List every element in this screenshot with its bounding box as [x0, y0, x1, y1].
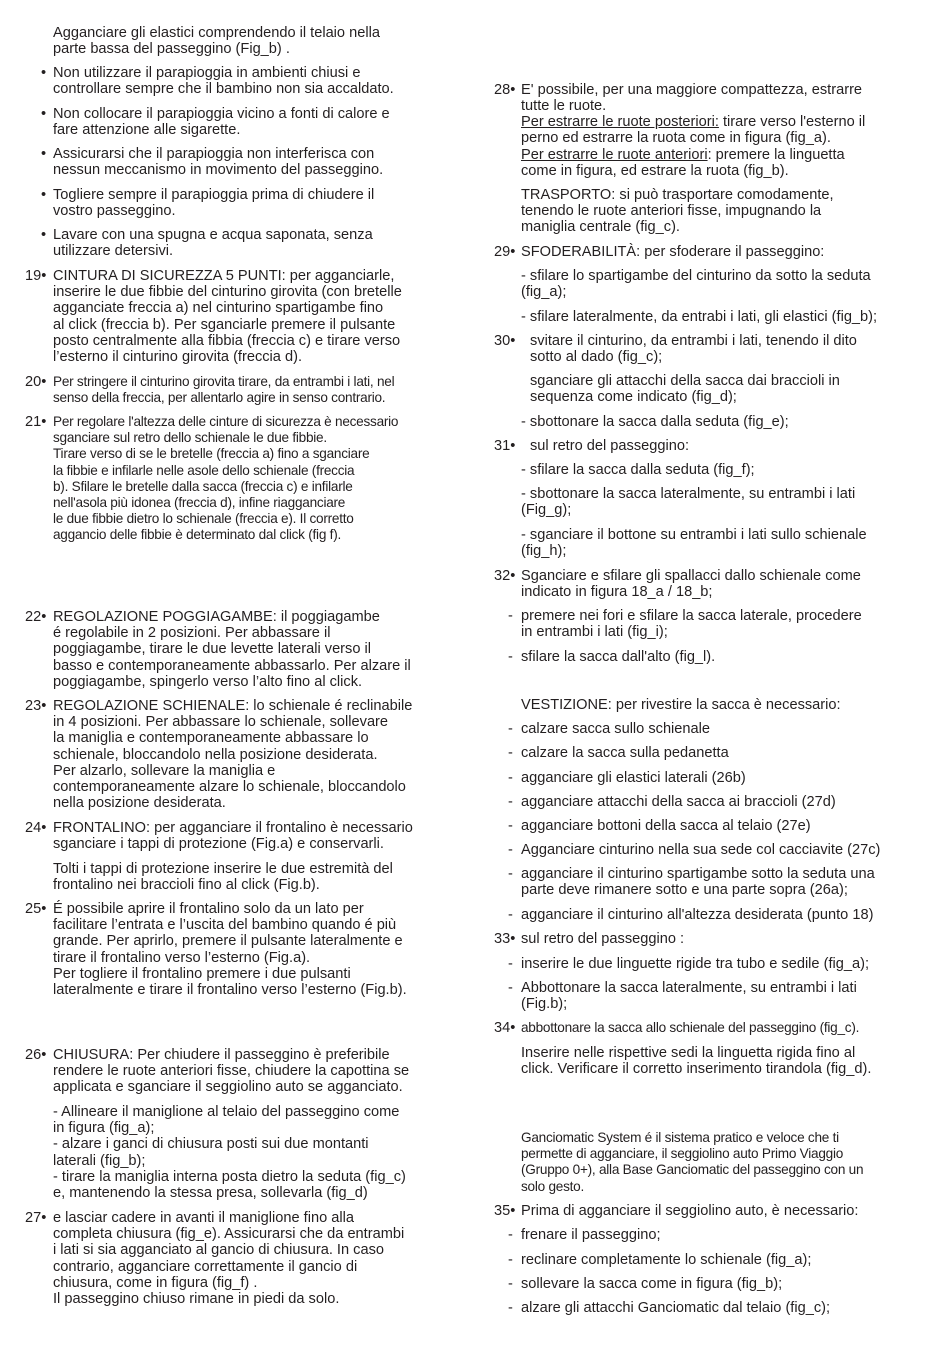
paragraph-text: Togliere sempre il parapioggia prima di chiudere il vostro passeggino.: [53, 187, 375, 220]
paragraph-text: reclinare completamente lo schienale (fig_a);: [521, 1252, 812, 1268]
item-marker: •: [41, 106, 47, 122]
underlined-heading: Per estrarre le ruote anteriori: [521, 147, 708, 163]
item-marker: -: [508, 794, 513, 810]
instruction-paragraph: [521, 866, 935, 898]
item-marker: -: [508, 608, 513, 624]
instruction-paragraph: [521, 842, 935, 858]
paragraph-text: svitare il cinturino, da entrambi i lati, tenendo il dito sotto al dado (fig_c);: [530, 333, 857, 366]
instruction-paragraph: [521, 147, 935, 179]
paragraph-text: VESTIZIONE: per rivestire la sacca è necessario:: [521, 697, 841, 713]
instruction-paragraph: [521, 649, 935, 665]
instruction-paragraph: [53, 1210, 460, 1307]
paragraph-text: Non utilizzare il parapioggia in ambienti chiusi e controllare sempre che il bambino non sia accaldato.: [53, 65, 394, 98]
item-marker: 28•: [494, 82, 516, 98]
paragraph-text: Inserire nelle rispettive sedi la linguetta rigida fino al click. Verificare il corretto inserimento tirandola (fig_d).: [521, 1045, 872, 1078]
paragraph-text: - sfilare la sacca dalla seduta (fig_f);: [521, 462, 755, 478]
instruction-paragraph: [521, 1276, 935, 1292]
instruction-paragraph: [521, 1045, 935, 1077]
instruction-paragraph: [521, 745, 935, 761]
instruction-paragraph: [521, 82, 935, 114]
instruction-paragraph: [521, 721, 935, 737]
item-marker: 34•: [494, 1020, 516, 1036]
instruction-paragraph: [530, 333, 935, 365]
instruction-paragraph: [53, 1047, 460, 1096]
instruction-paragraph: [53, 414, 460, 544]
paragraph-text: É possibile aprire il frontalino solo da un lato per facilitare l’entrata e l’uscita del bambino quando é più grande. Per aprirlo, premere il pulsante lateralmente e tirare il frontalino verso l’esterno (Fig.a). Per togliere il frontalino premere i due pulsanti lateralmente e tirare il frontalino verso l’esterno (Fig.b).: [53, 901, 407, 999]
item-marker: 33•: [494, 931, 516, 947]
instruction-paragraph: [53, 901, 460, 998]
instruction-paragraph: [521, 1300, 935, 1316]
instruction-paragraph: [521, 697, 935, 713]
paragraph-text: TRASPORTO: si può trasportare comodamente, tenendo le ruote anteriori fisse, impugnando la maniglia centrale (fig_c).: [521, 187, 834, 236]
item-marker: 25•: [25, 901, 47, 917]
paragraph-text: agganciare il cinturino spartigambe sotto la seduta una parte deve rimanere sotto e una parte sopra (26a);: [521, 866, 875, 899]
instruction-paragraph: [53, 227, 460, 259]
paragraph-text: sganciare gli attacchi della sacca dai braccioli in sequenza come indicato (fig_d);: [530, 373, 840, 406]
instruction-paragraph: [521, 608, 935, 640]
instruction-paragraph: [53, 187, 460, 219]
instruction-paragraph: [521, 1252, 935, 1268]
paragraph-text: : premere la linguetta come in figura, ed estrare la ruota (fig_b).: [521, 147, 845, 180]
paragraph-text: Non collocare il parapioggia vicino a fonti di calore e fare attenzione alle sigarette.: [53, 106, 390, 139]
paragraph-text: calzare sacca sullo schienale: [521, 721, 711, 737]
paragraph-text: sollevare la sacca come in figura (fig_b);: [521, 1276, 783, 1292]
instruction-paragraph: [521, 980, 935, 1012]
paragraph-text: - sbottonare la sacca dalla seduta (fig_e);: [521, 414, 789, 430]
paragraph-text: CHIUSURA: Per chiudere il passeggino è preferibile rendere le ruote anteriori fisse, chiudere la capottina se applicata e sganciare il seggiolino auto se agganciato.: [53, 1047, 410, 1096]
item-marker: -: [508, 907, 513, 923]
instruction-paragraph: [521, 956, 935, 972]
paragraph-text: Lavare con una spugna e acqua saponata, senza utilizzare detersivi.: [53, 227, 373, 260]
instruction-paragraph: [53, 146, 460, 178]
item-marker: 26•: [25, 1047, 47, 1063]
item-marker: 31•: [494, 438, 516, 454]
item-marker: 27•: [25, 1210, 47, 1226]
paragraph-text: sfilare la sacca dall'alto (fig_l).: [521, 649, 716, 665]
instruction-paragraph: [521, 414, 935, 430]
item-marker: -: [508, 1252, 513, 1268]
paragraph-text: alzare gli attacchi Ganciomatic dal telaio (fig_c);: [521, 1300, 831, 1316]
instruction-paragraph: [521, 1203, 935, 1219]
paragraph-text: e lasciar cadere in avanti il maniglione fino alla completa chiusura (fig_e). Assicurarsi che da entrambi i lati si sia agganciato al gancio di chiusura. In caso contrario, agganciare correttamente il gancio di chiusura, come in figura (fig_f) . Il passeggino chiuso rimane in piedi da solo.: [53, 1210, 405, 1308]
paragraph-text: CINTURA DI SICUREZZA 5 PUNTI: per agganciarle, inserire le due fibbie del cinturino girovita (con bretelle agganciate freccia a) nel cinturino spartigambe fino al click (freccia b). Per sganciarle premere il pulsante posto centralmente alla fibbia (freccia c) e tirare verso l’esterno il cinturino girovita (freccia d).: [53, 268, 402, 366]
item-marker: 23•: [25, 698, 47, 714]
paragraph-text: - sfilare lateralmente, da entrabi i lati, gli elastici (fig_b);: [521, 309, 878, 325]
paragraph-text: E' possibile, per una maggiore compattezza, estrarre tutte le ruote.: [521, 82, 863, 115]
paragraph-text: FRONTALINO: per agganciare il frontalino è necessario sganciare i tappi di protezione (Fig.a) e conservarli.: [53, 820, 413, 853]
paragraph-text: tirare verso l'esterno il perno ed estrarre la ruota come in figura (fig_a).: [521, 114, 866, 147]
underlined-heading: Per estrarre le ruote posteriori:: [521, 114, 719, 130]
paragraph-text: agganciare il cinturino all'altezza desiderata (punto 18): [521, 907, 874, 923]
instruction-paragraph: [521, 1130, 935, 1195]
instruction-paragraph: [521, 309, 935, 325]
instruction-paragraph: [53, 609, 460, 690]
instruction-paragraph: [521, 114, 935, 146]
instruction-paragraph: [521, 462, 935, 478]
paragraph-text: REGOLAZIONE SCHIENALE: lo schienale é reclinabile in 4 posizioni. Per abbassare lo schienale, sollevare la maniglia e contemporaneamente abbassare lo schienale, bloccandolo nella posizione desiderata. Per alzarlo, sollevare la maniglia e contemporaneamente alzare lo schienale, bloccandolo nella posizione desiderata.: [53, 698, 413, 812]
instruction-paragraph: [53, 25, 460, 57]
paragraph-text: Sganciare e sfilare gli spallacci dallo schienale come indicato in figura 18_a / 18_b;: [521, 568, 861, 601]
instruction-paragraph: [53, 268, 460, 365]
item-marker: 20•: [25, 374, 47, 390]
paragraph-text: Ganciomatic System é il sistema pratico e veloce che ti permette di agganciare, il seggiolino auto Primo Viaggio (Gruppo 0+), alla Base Ganciomatic del passeggino con un solo gesto.: [521, 1130, 864, 1194]
instruction-paragraph: [521, 486, 935, 518]
item-marker: -: [508, 745, 513, 761]
instruction-paragraph: [530, 373, 935, 405]
instruction-paragraph: [521, 568, 935, 600]
instruction-paragraph: [53, 861, 460, 893]
item-marker: -: [508, 649, 513, 665]
paragraph-text: - sbottonare la sacca lateralmente, su entrambi i lati (Fig_g);: [521, 486, 856, 519]
item-marker: -: [508, 770, 513, 786]
instruction-paragraph: [53, 374, 460, 406]
paragraph-text: Agganciare gli elastici comprendendo il telaio nella parte bassa del passeggino (Fig_b) .: [53, 25, 380, 58]
item-marker: 22•: [25, 609, 47, 625]
paragraph-text: Assicurarsi che il parapioggia non interferisca con nessun meccanismo in movimento del passeggino.: [53, 146, 384, 179]
item-marker: -: [508, 818, 513, 834]
paragraph-text: frenare il passeggino;: [521, 1227, 661, 1243]
paragraph-text: REGOLAZIONE POGGIAGAMBE: il poggiagambe é regolabile in 2 posizioni. Per abbassare il poggiagambe, tirare le due levette laterali verso il basso e contemporaneamente abbassarlo. Per alzare il poggiagambe, spingerlo verso l’alto fino al click.: [53, 609, 411, 690]
instruction-paragraph: [53, 820, 460, 852]
paragraph-text: abbottonare la sacca allo schienale del passeggino (fig_c).: [521, 1020, 860, 1035]
paragraph-text: Prima di agganciare il seggiolino auto, è necessario:: [521, 1203, 859, 1219]
item-marker: •: [41, 227, 47, 243]
instruction-paragraph: [53, 106, 460, 138]
paragraph-text: Agganciare cinturino nella sua sede col cacciavite (27c): [521, 842, 881, 858]
item-marker: -: [508, 842, 513, 858]
item-marker: •: [41, 65, 47, 81]
paragraph-text: premere nei fori e sfilare la sacca laterale, procedere in entrambi i lati (fig_i);: [521, 608, 862, 641]
item-marker: -: [508, 1227, 513, 1243]
item-marker: •: [41, 187, 47, 203]
item-marker: -: [508, 866, 513, 882]
instruction-paragraph: [53, 698, 460, 811]
instruction-paragraph: [521, 818, 935, 834]
item-marker: •: [41, 146, 47, 162]
instruction-paragraph: [521, 931, 935, 947]
paragraph-text: agganciare gli elastici laterali (26b): [521, 770, 746, 786]
paragraph-text: calzare la sacca sulla pedanetta: [521, 745, 729, 761]
paragraph-text: - Allineare il maniglione al telaio del passeggino come in figura (fig_a); - alzare i ganci di chiusura posti sui due montanti laterali (fig_b); - tirare la maniglia interna posta dietro la seduta (fig_c) e, mantenendo la stessa presa, sollevarla (fig_d): [53, 1104, 406, 1202]
instruction-paragraph: [521, 907, 935, 923]
item-marker: -: [508, 1300, 513, 1316]
instruction-paragraph: [521, 244, 935, 260]
paragraph-text: - sganciare il bottone su entrambi i lati sullo schienale (fig_h);: [521, 527, 867, 560]
paragraph-text: - sfilare lo spartigambe del cinturino da sotto la seduta (fig_a);: [521, 268, 871, 301]
instruction-paragraph: [521, 1227, 935, 1243]
item-marker: 24•: [25, 820, 47, 836]
paragraph-text: inserire le due linguette rigide tra tubo e sedile (fig_a);: [521, 956, 870, 972]
paragraph-text: sul retro del passeggino :: [521, 931, 685, 947]
item-marker: -: [508, 980, 513, 996]
item-marker: 35•: [494, 1203, 516, 1219]
item-marker: 30•: [494, 333, 516, 349]
instruction-paragraph: [521, 527, 935, 559]
paragraph-text: SFODERABILITÀ: per sfoderare il passeggino:: [521, 244, 825, 260]
item-marker: 19•: [25, 268, 47, 284]
instruction-paragraph: [521, 268, 935, 300]
item-marker: -: [508, 956, 513, 972]
item-marker: 32•: [494, 568, 516, 584]
paragraph-text: Per regolare l'altezza delle cinture di sicurezza è necessario sganciare sul retro dello schienale le due fibbie. Tirare verso di se le bretelle (freccia a) fino a sganciare la fibbie e infilarle nelle asole dello schienale (freccia b). Sfilare le bretelle dalla sacca (freccia c) e infilarle nell'asola più idonea (freccia d), infine riagganciare le due fibbie dietro lo schienale (freccia e). Il corretto aggancio delle fibbie è determinato dal click (fig f).: [53, 414, 399, 543]
item-marker: -: [508, 1276, 513, 1292]
instruction-paragraph: [521, 187, 935, 236]
instruction-paragraph: [53, 65, 460, 97]
item-marker: -: [508, 721, 513, 737]
paragraph-text: sul retro del passeggino:: [530, 438, 690, 454]
instruction-paragraph: [53, 1104, 460, 1201]
instruction-paragraph: [521, 1020, 935, 1036]
paragraph-text: Per stringere il cinturino girovita tirare, da entrambi i lati, nel senso della freccia, per allentarlo agire in senso contrario.: [53, 374, 395, 406]
instruction-paragraph: [530, 438, 935, 454]
instruction-paragraph: [521, 770, 935, 786]
paragraph-text: agganciare bottoni della sacca al telaio (27e): [521, 818, 811, 834]
paragraph-text: Abbottonare la sacca lateralmente, su entrambi i lati (Fig.b);: [521, 980, 857, 1013]
item-marker: 21•: [25, 414, 47, 430]
instruction-paragraph: [521, 794, 935, 810]
item-marker: 29•: [494, 244, 516, 260]
paragraph-text: Tolti i tappi di protezione inserire le due estremità del frontalino nei braccioli fino al click (Fig.b).: [53, 861, 393, 894]
paragraph-text: agganciare attacchi della sacca ai braccioli (27d): [521, 794, 836, 810]
